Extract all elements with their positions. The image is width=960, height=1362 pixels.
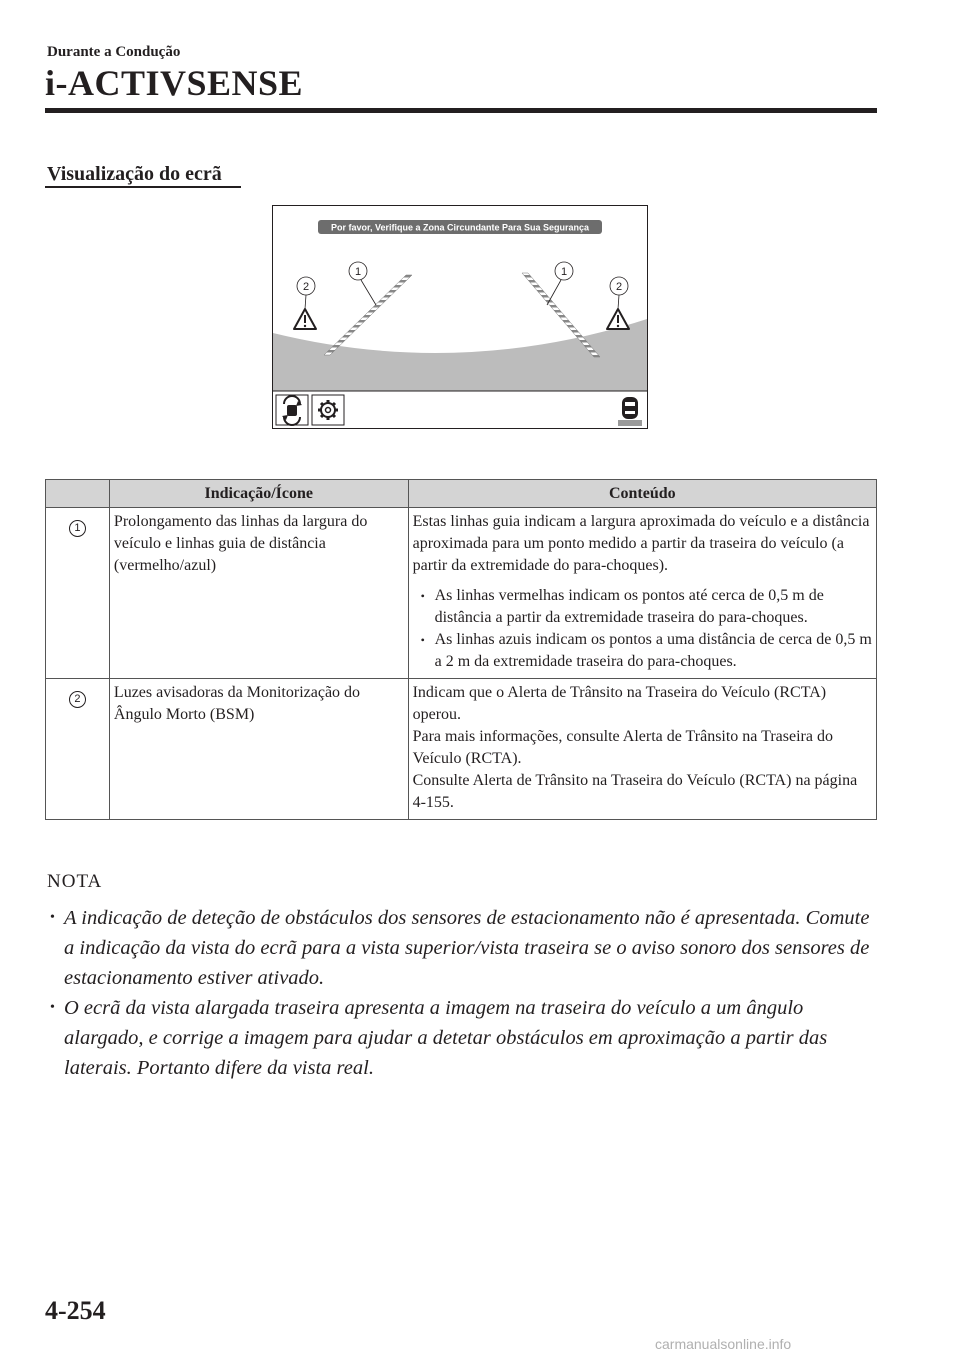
screen-banner: Por favor, Verifique a Zona Circundante Para Sua Segurança: [330, 222, 590, 233]
svg-text:1: 1: [354, 266, 362, 278]
table-row: [46, 508, 877, 679]
content-line: Para mais informações, consulte Alerta de Trânsito na Traseira do Veículo (RCTA).: [412, 728, 833, 767]
list-item: • As linhas azuis indicam os pontos a uma distância de cerca de 0,5 m a 2 m da extremidade traseira do para-choques.: [413, 629, 872, 673]
content-line: Indicam que o Alerta de Trânsito na Traseira do Veículo (RCTA) operou.: [412, 684, 827, 723]
row-number-cell: [46, 679, 110, 820]
info-table: [45, 479, 877, 820]
table-header-row: [46, 480, 877, 508]
callout-number: 2: [69, 691, 86, 708]
content-intro: Estas linhas guia indicam a largura aproximada do veículo e a distância aproximada para um ponto medido a partir da traseira do veículo (a partir da extremidade do para-choques).: [412, 513, 870, 574]
svg-text:2: 2: [615, 281, 623, 293]
header-indication: Indicação/Ícone: [109, 480, 408, 508]
header-content: Conteúdo: [408, 480, 876, 508]
section-label: Durante a Condução: [47, 44, 181, 60]
view-switch-icon: [276, 395, 308, 425]
indication-cell: Luzes avisadoras da Monitorização do Ângulo Morto (BSM): [109, 679, 408, 820]
note-heading: NOTA: [47, 871, 103, 892]
row-number-cell: [46, 508, 110, 679]
settings-gear-icon: [312, 395, 344, 425]
list-item: • As linhas vermelhas indicam os pontos até cerca de 0,5 m de distância a partir da extremidade traseira do para-choques.: [413, 585, 872, 629]
watermark: carmanualsonline.info: [655, 1336, 792, 1352]
subsection-title: Visualização do ecrã: [47, 163, 222, 185]
note-item: • A indicação de deteção de obstáculos dos sensores de estacionamento não é apresentada. Comute a indicação da vista do ecrã para a vista superior/vista traseira se o aviso sonoro dos sensores de estacionamento estiver ativado.: [64, 903, 884, 993]
indication-cell: Prolongamento das linhas da largura do veículo e linhas guia de distância (vermelho/azul): [109, 508, 408, 679]
callout-number: 1: [69, 520, 86, 537]
subsection-underline: [45, 186, 241, 188]
table-row: [46, 679, 877, 820]
page-number: 4-254: [45, 1296, 106, 1325]
note-item: • O ecrã da vista alargada traseira apresenta a imagem na traseira do veículo a um ângulo alargado, e corrige a imagem para ajudar a detetar obstáculos em aproximação a partir das laterais. Portanto difere da vista real.: [64, 993, 884, 1083]
chapter-title: i-ACTIVSENSE: [45, 63, 304, 103]
content-line: Consulte Alerta de Trânsito na Traseira do Veículo (RCTA) na página 4-155.: [412, 772, 858, 811]
svg-text:2: 2: [302, 281, 310, 293]
content-cell: [408, 679, 876, 820]
header-num: [46, 480, 110, 508]
header-rule: [45, 108, 877, 113]
camera-screen-illustration: [272, 205, 648, 429]
content-cell: [408, 508, 876, 679]
svg-text:1: 1: [560, 266, 568, 278]
